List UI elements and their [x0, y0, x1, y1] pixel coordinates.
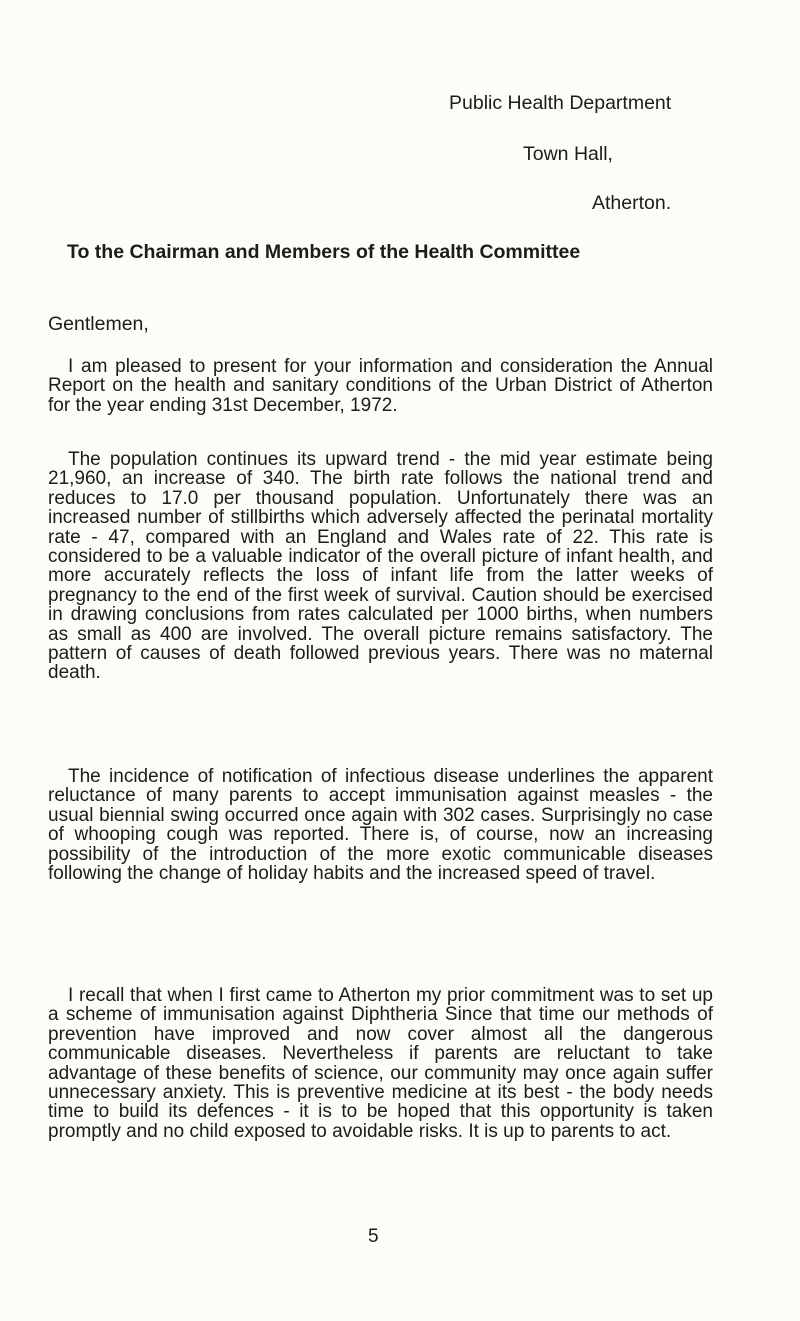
paragraph-infectious-disease: The incidence of notification of infectious disease underlines the apparent reluctance of many parents to accept immunisation against measles - the usual biennial swing occurred once again with 302 cases. Surprisingly no case of whooping cough was reported. There is, of course, now an increasing possibility of the introduction of the more exotic communicable diseases following the change of holiday habits and the increased speed of travel.	[48, 766, 713, 885]
letterhead-department: Public Health Department	[449, 92, 672, 114]
paragraph-introduction: I am pleased to present for your information and consideration the Annual Report on the health and sanitary conditions of the Urban District of Atherton for the year ending 31st December, 1972.	[48, 356, 713, 416]
letterhead-building: Town Hall,	[523, 143, 613, 165]
paragraph-population: The population continues its upward trend - the mid year estimate being 21,960, an increase of 340. The birth rate follows the national trend and reduces to 17.0 per thousand population. Unfortunately there was an increased number of stillbirths which adversely affected the perinatal mortality rate - 47, compared with an England and Wales rate of 22. This rate is considered to be a valuable indicator of the overall picture of infant health, and more accurately reflects the loss of infant life from the latter weeks of pregnancy to the end of the first week of survival. Caution should be exercised in drawing conclusions from rates calculated per 1000 births, when numbers as small as 400 are involved. The overall picture remains satisfactory. The pattern of causes of death followed previous years. There was no maternal death.	[48, 449, 713, 684]
addressee-line: To the Chairman and Members of the Health Committee	[67, 241, 581, 263]
page-number: 5	[368, 1226, 379, 1247]
paragraph-immunisation: I recall that when I first came to Atherton my prior commitment was to set up a scheme of immunisation against Diphtheria Since that time our methods of prevention have improved and now cover almost all the dangerous communicable diseases. Nevertheless if parents are reluctant to take advantage of these benefits of science, our community may once again suffer unnecessary anxiety. This is preventive medicine at its best - the body needs time to build its defences - it is to be hoped that this opportunity is taken promptly and no child exposed to avoidable risks. It is up to parents to act.	[48, 985, 713, 1142]
letterhead-town: Atherton.	[592, 192, 672, 214]
greeting: Gentlemen,	[48, 313, 149, 335]
